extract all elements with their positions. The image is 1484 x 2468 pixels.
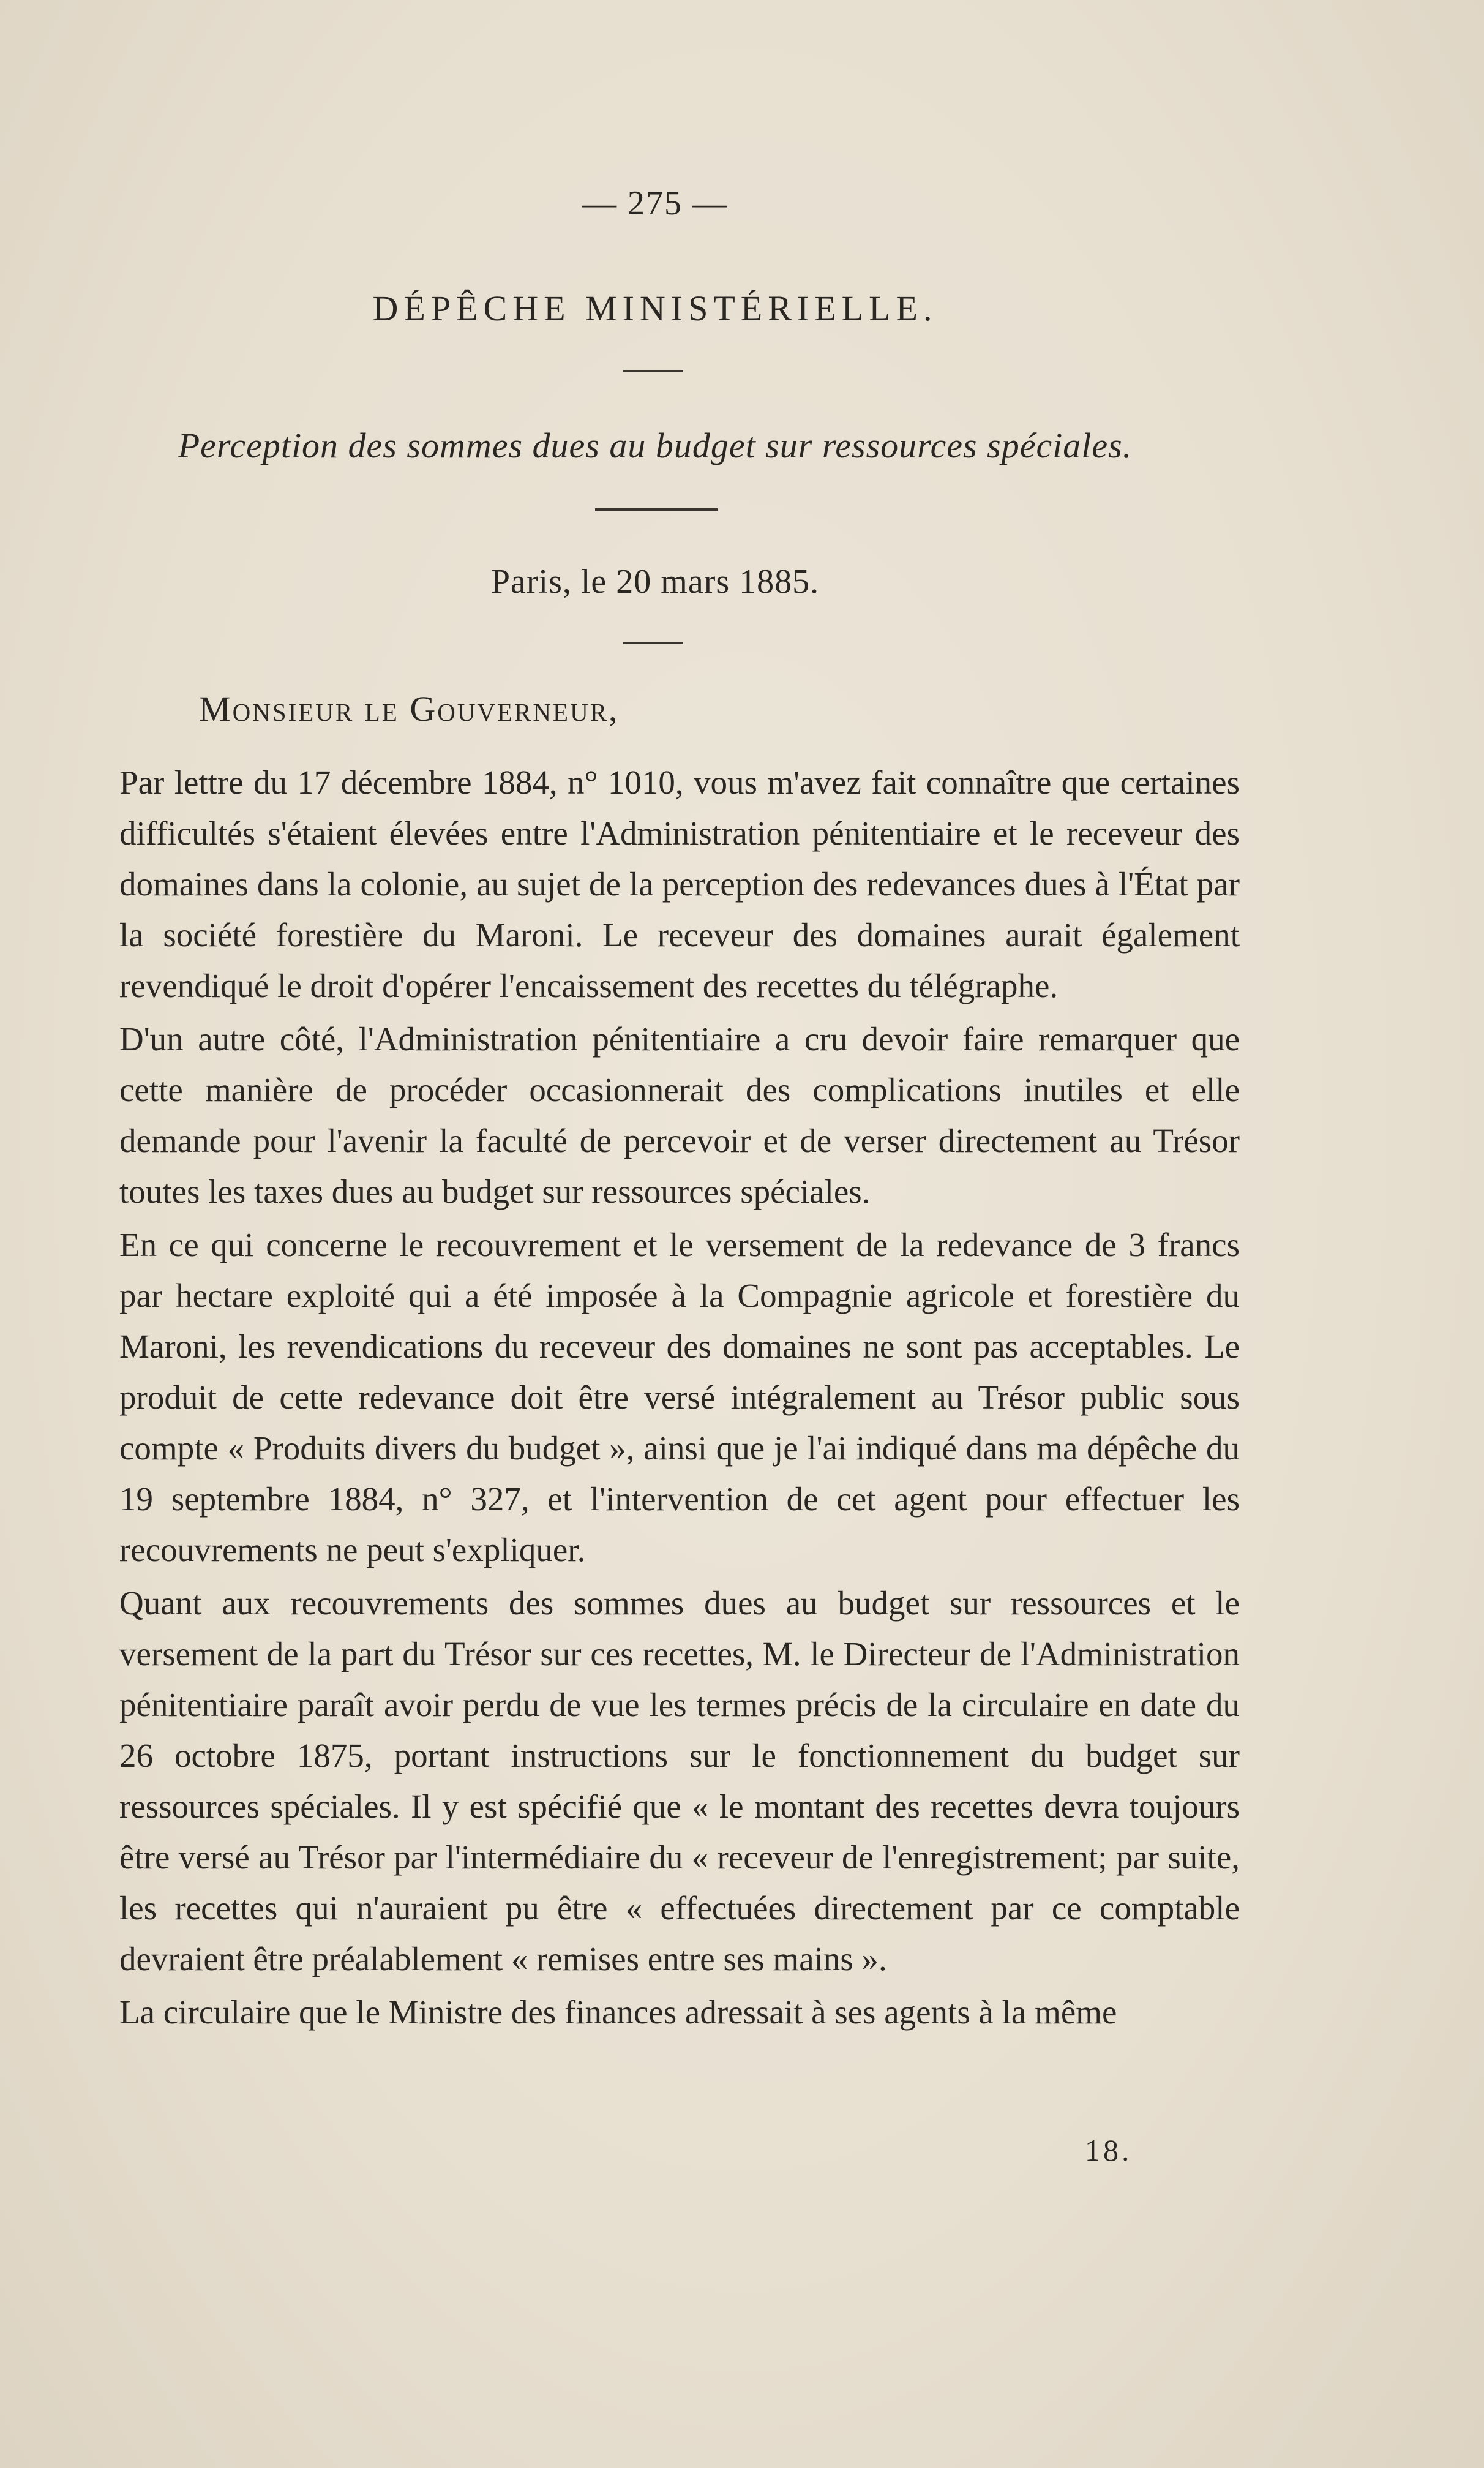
letter-body	[119, 757, 1240, 2040]
paragraph: La circulaire que le Ministre des finances adressait à ses agents à la même	[119, 1993, 1117, 2031]
heading-divider	[623, 370, 683, 372]
document-subtitle: Perception des sommes dues au budget sur ressources spéciales.	[178, 426, 1133, 465]
paragraph: Quant aux recouvrements des sommes dues au budget sur ressources et le versement de la part du Trésor sur ces recettes, M. le Directeur de l'Administration pénitentiaire paraît avoir perdu de vue les termes précis de la circulaire en date du 26 octobre 1875, portant instructions sur le fonctionnement du budget sur ressources spéciales. Il y est spécifié que « le montant des recettes devra toujours être versé au Trésor par l'intermédiaire du « receveur de l'enregistrement; par suite, les recettes qui n'auraient pu être « effectuées directement par ce comptable devraient être préalablement « remises entre ses mains ».	[119, 1584, 1240, 1977]
page-number: — 275 —	[582, 184, 728, 222]
document-heading: DÉPÊCHE MINISTÉRIELLE.	[372, 288, 938, 328]
paragraph: D'un autre côté, l'Administration pénitentiaire a cru devoir faire remarquer que cette manière de procéder occasionnerait des complications inutiles et elle demande pour l'avenir la faculté de percevoir et de verser directement au Trésor toutes les taxes dues au budget sur ressources spéciales.	[119, 1020, 1240, 1210]
dateline-divider	[623, 642, 683, 644]
folio-mark: 18.	[1085, 2133, 1133, 2167]
subtitle-divider	[595, 508, 718, 511]
dateline: Paris, le 20 mars 1885.	[490, 563, 820, 601]
paragraph: En ce qui concerne le recouvrement et le versement de la redevance de 3 francs par hectare exploité qui a été imposée à la Compagnie agricole et forestière du Maroni, les revendications du receveur des domaines ne sont pas acceptables. Le produit de cette redevance doit être versé intégralement au Trésor public sous compte « Produits divers du budget », ainsi que je l'ai indiqué dans ma dépêche du 19 septembre 1884, n° 327, et l'intervention de cet agent pour effectuer les recouvrements ne peut s'expliquer.	[119, 1226, 1240, 1568]
paragraph: Par lettre du 17 décembre 1884, n° 1010, vous m'avez fait connaître que certaines difficultés s'étaient élevées entre l'Administration pénitentiaire et le receveur des domaines dans la colonie, au sujet de la perception des redevances dues à l'État par la société forestière du Maroni. Le receveur des domaines aurait également revendiqué le droit d'opérer l'encaissement des recettes du télégraphe.	[119, 764, 1240, 1004]
salutation: Monsieur le Gouverneur,	[199, 689, 620, 729]
